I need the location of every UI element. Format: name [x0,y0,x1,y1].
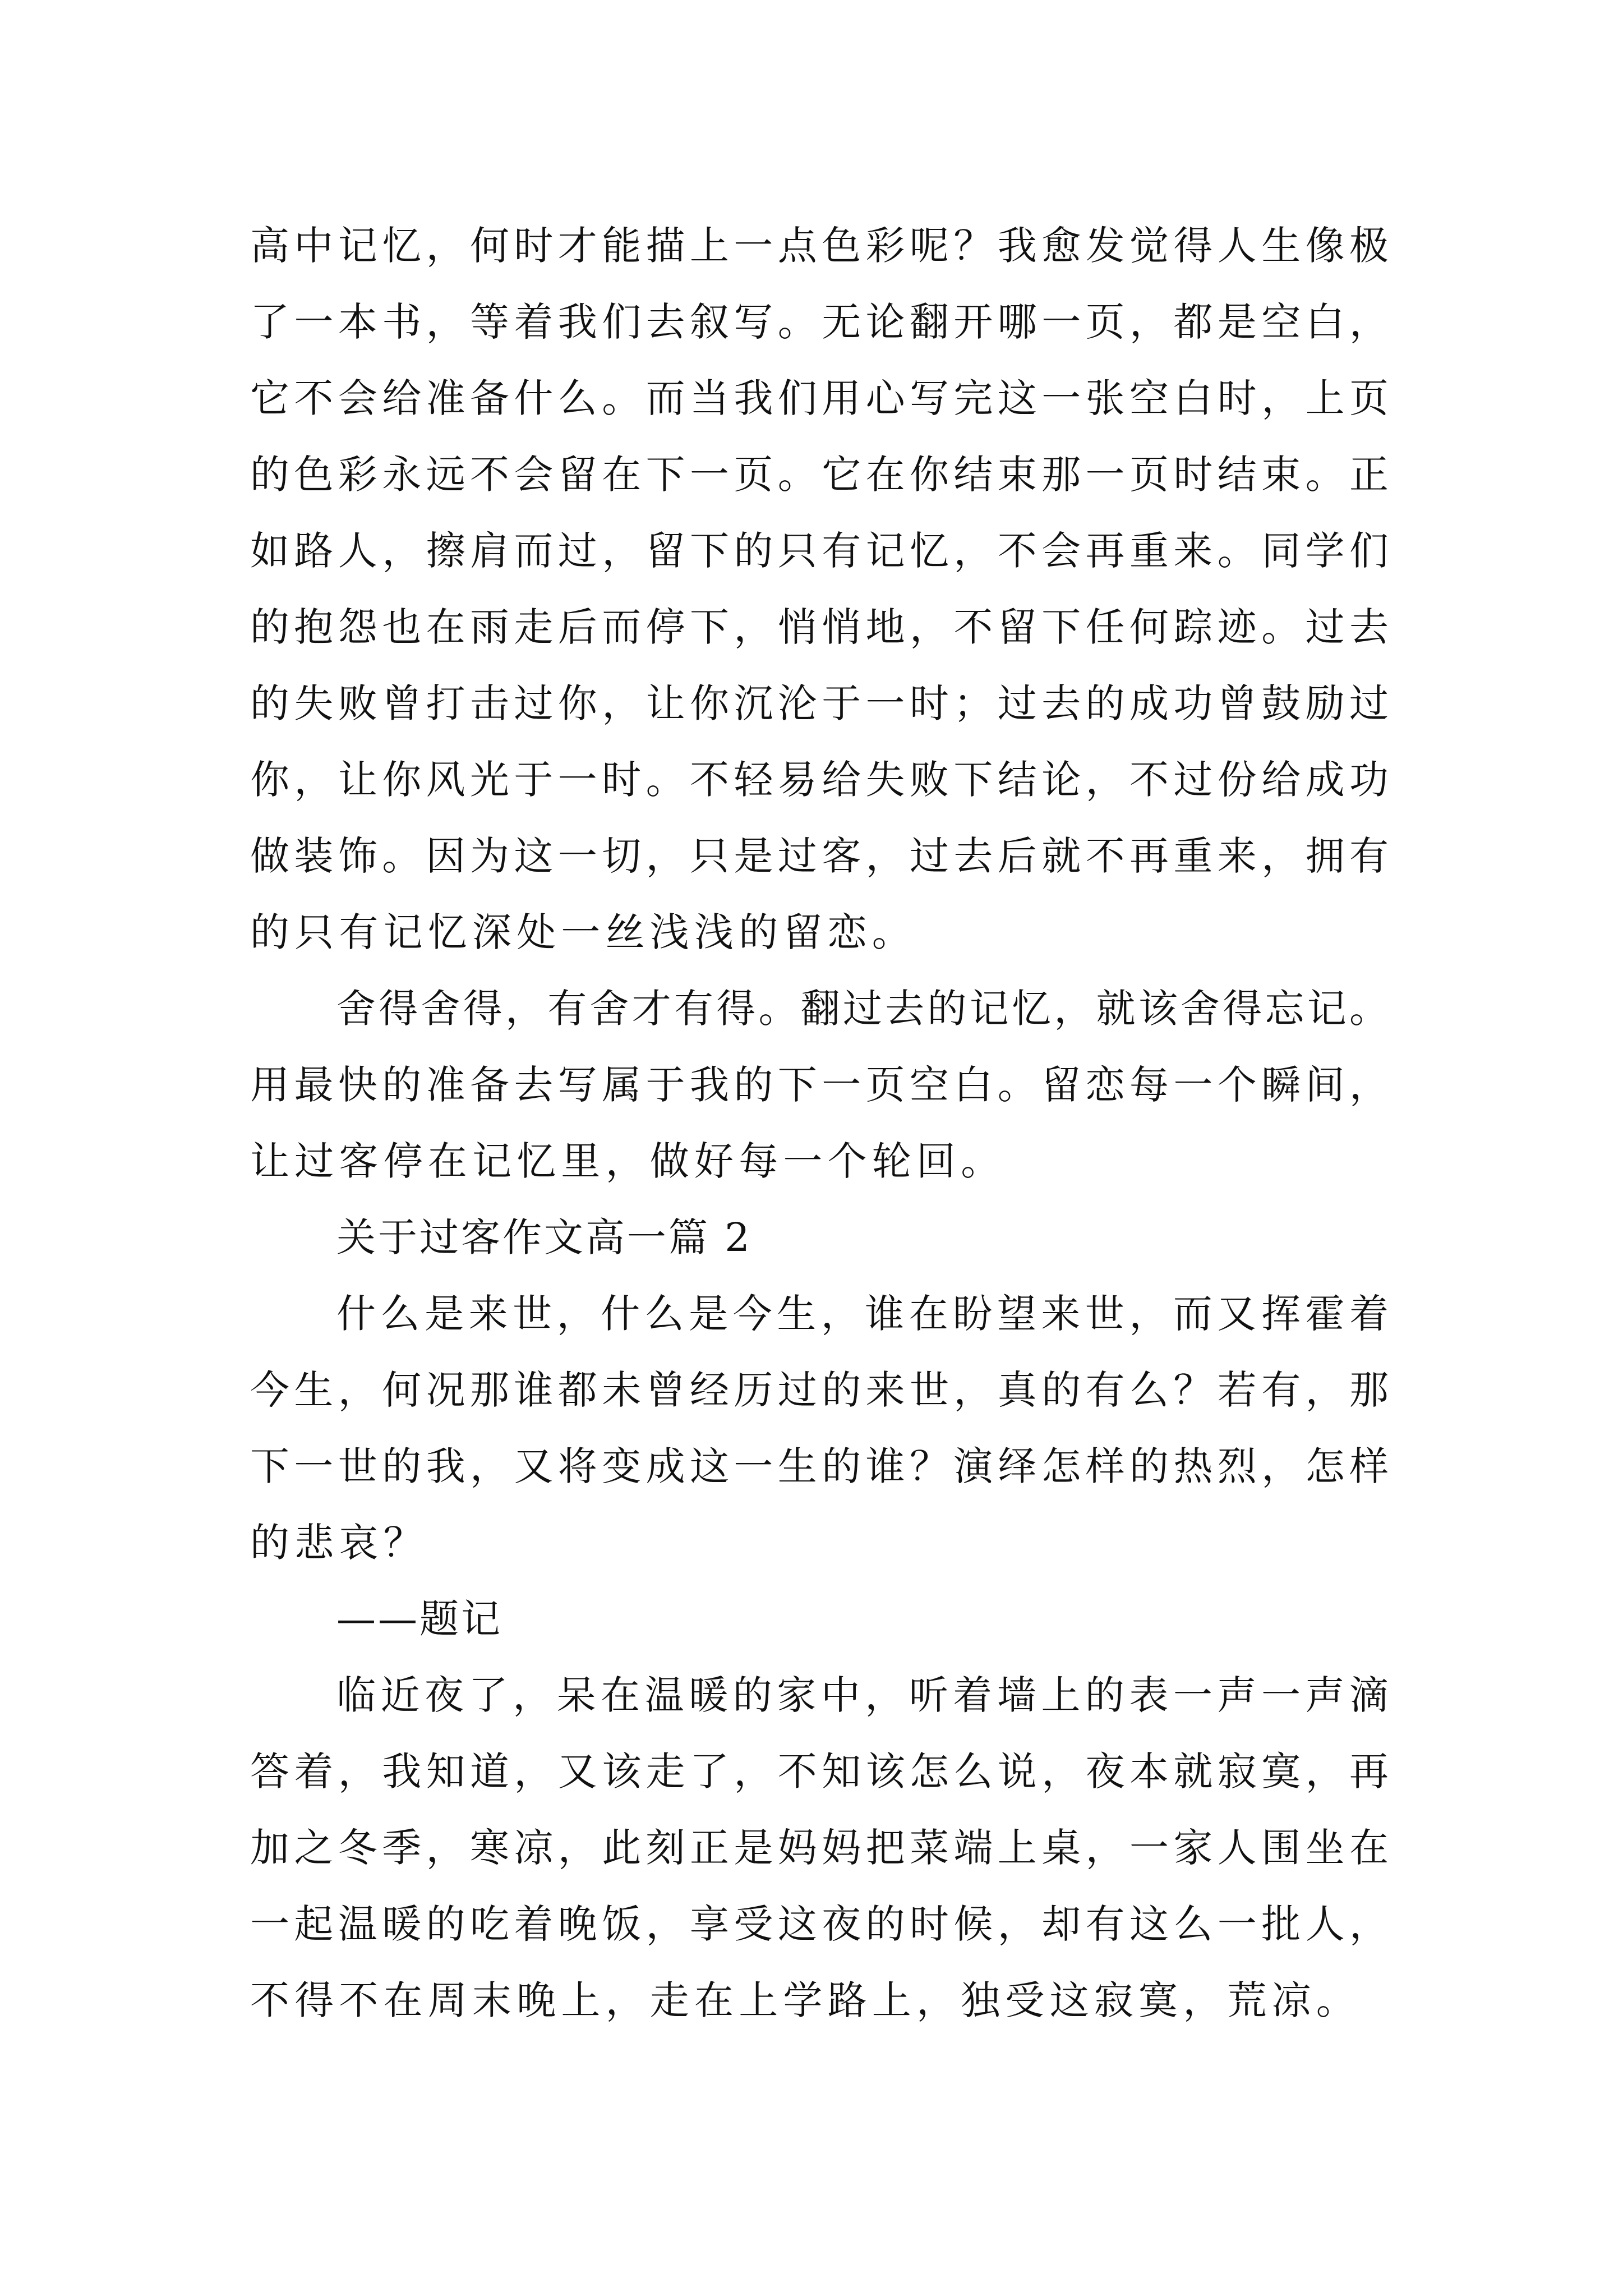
text-line: 做装饰。因为这一切，只是过客，过去后就不再重来，拥有 [250,833,1389,879]
text-line: 用最快的准备去写属于我的下一页空白。留恋每一个瞬间， [250,1062,1389,1108]
paragraph-start-line: 什么是来世，什么是今生，谁在盼望来世，而又挥霍着 [336,1291,1389,1337]
section-heading: 关于过客作文高一篇 2 [336,1214,752,1260]
text-line: 下一世的我，又将变成这一生的谁？演绎怎样的热烈，怎样 [250,1443,1389,1489]
text-line: 的抱怨也在雨走后而停下，悄悄地，不留下任何踪迹。过去 [250,604,1389,650]
text-line: 不得不在周末晚上，走在上学路上，独受这寂寞，荒凉。 [250,1977,1361,2023]
text-line: 你，让你风光于一时。不轻易给失败下结论，不过份给成功 [250,757,1389,803]
text-line: 的失败曾打击过你，让你沉沦于一时；过去的成功曾鼓励过 [250,680,1389,726]
text-line: 加之冬季，寒凉，此刻正是妈妈把菜端上桌，一家人围坐在 [250,1825,1389,1871]
text-line: 让过客停在记忆里，做好每一个轮回。 [250,1138,1006,1184]
epigraph-attribution: ——题记 [336,1596,502,1642]
paragraph-start-line: 临近夜了，呆在温暖的家中，听着墙上的表一声一声滴 [336,1672,1389,1718]
text-line: 的色彩永远不会留在下一页。它在你结束那一页时结束。正 [250,452,1389,498]
text-line: 今生，何况那谁都未曾经历过的来世，真的有么？若有，那 [250,1367,1389,1413]
text-line: 它不会给准备什么。而当我们用心写完这一张空白时，上页 [250,375,1389,421]
text-line: 了一本书，等着我们去叙写。无论翻开哪一页，都是空白， [250,299,1389,345]
text-line: 高中记忆，何时才能描上一点色彩呢？我愈发觉得人生像极 [250,223,1389,269]
text-line: 的只有记忆深处一丝浅浅的留恋。 [250,909,916,955]
paragraph-start-line: 舍得舍得，有舍才有得。翻过去的记忆，就该舍得忘记。 [336,986,1389,1032]
text-line: 一起温暖的吃着晚饭，享受这夜的时候，却有这么一批人， [250,1901,1389,1947]
text-line: 答着，我知道，又该走了，不知该怎么说，夜本就寂寞，再 [250,1749,1389,1795]
text-line: 如路人，擦肩而过，留下的只有记忆，不会再重来。同学们 [250,528,1389,574]
text-line: 的悲哀？ [250,1520,428,1566]
